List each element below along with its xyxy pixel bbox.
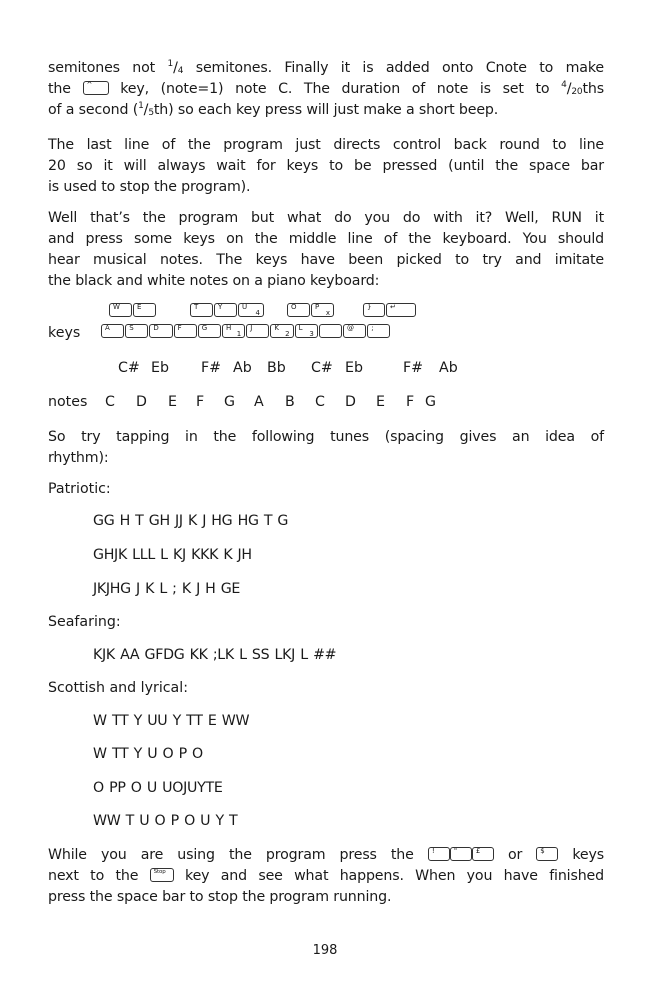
tune-heading-seafaring: Seafaring: [48, 614, 121, 630]
natural-note-label: E [168, 394, 177, 410]
tune-heading-patriotic: Patriotic: [48, 481, 111, 497]
natural-note-label: B [285, 394, 295, 410]
tune-line: KJK AA GFDG KK ;LK L SS LKJ L ## [93, 647, 337, 663]
keycap-top_row-1-icon: E [133, 303, 156, 317]
number-3-key-icon: £ [472, 847, 494, 861]
keycap-mid_row-7-icon: K 2 [270, 324, 293, 338]
sharp-note-label: Eb [345, 360, 363, 376]
paragraph-last-line [48, 135, 604, 198]
sharp-note-label: F# [403, 360, 424, 376]
notes-label: notes [48, 394, 88, 410]
text-line: hear musical notes. The keys have been picked to try and imitate [48, 252, 604, 268]
keycap-mid_row-2-icon: D [149, 324, 172, 338]
tune-line: JKJHG J K L ; K J H GE [93, 581, 241, 597]
natural-note-label: D [136, 394, 147, 410]
keycap-mid_row-11-icon: ; [367, 324, 390, 338]
paragraph-try-tapping [48, 427, 604, 469]
paragraph-semitones [48, 58, 604, 121]
text-line: So try tapping in the following tunes (spacing gives an idea of [48, 429, 604, 445]
keycap-mid_row-0-icon: A [101, 324, 124, 338]
text-line: rhythm): [48, 450, 109, 466]
sharp-note-label: Bb [267, 360, 286, 376]
keycap-mid_row-6-icon: J [246, 324, 269, 338]
keycap-top_row-4-icon: U 4 [238, 303, 264, 317]
natural-note-label: A [254, 394, 264, 410]
text-line: next to the Stop key and see what happens. When you have finished [48, 868, 604, 884]
natural-note-label: E [376, 394, 385, 410]
text-line: 20 so it will always wait for keys to be pressed (until the space bar [48, 158, 604, 174]
keycap-top_row-5-icon: O [287, 303, 310, 317]
keys-label: keys [48, 325, 81, 341]
number-4-key-icon: $ [536, 847, 558, 861]
sharp-note-label: Eb [151, 360, 169, 376]
natural-note-label: F [196, 394, 205, 410]
text-line: The last line of the program just directs control back round to line [48, 137, 604, 153]
tune-line: O PP O U UOJUYTE [93, 780, 223, 796]
paragraph-run-program [48, 208, 604, 292]
keycap-mid_row-10-icon: @ [343, 324, 366, 338]
keycap-mid_row-5-icon: H 1 [222, 324, 245, 338]
text-line: semitones not $^1/_4$ semitones. Finally it is added onto Cnote to make [48, 59, 604, 76]
sharp-note-label: C# [118, 360, 140, 376]
text-line: is used to stop the program). [48, 179, 251, 195]
tune-line: GHJK LLL L KJ KKK K JH [93, 547, 252, 563]
natural-note-label: D [345, 394, 356, 410]
text-line: and press some keys on the middle line of the keyboard. You should [48, 231, 604, 247]
tune-line: W TT Y UU Y TT E WW [93, 713, 250, 729]
caret-key-icon: ^ [83, 81, 109, 95]
text-line: Well that’s the program but what do you do with it? Well, RUN it [48, 210, 604, 226]
text-line: of a second $(^1/_5th)$ so each key press will just make a short beep. [48, 101, 499, 118]
keycap-top_row-8-icon: ↵ [386, 303, 416, 317]
stop-key-icon: Stop [150, 868, 174, 882]
sharp-note-label: C# [311, 360, 333, 376]
natural-note-label: C [315, 394, 325, 410]
keycap-mid_row-9-icon [319, 324, 342, 338]
tune-line: GG H T GH JJ K J HG HG T G [93, 513, 289, 529]
text-line: the ^ key, (note=1) note C. The duration of note is set to $^4/_{20}ths$ [48, 80, 604, 97]
natural-note-label: F [406, 394, 415, 410]
natural-note-label: C [105, 394, 115, 410]
keycap-mid_row-1-icon: S [125, 324, 148, 338]
number-1-key-icon: ! [428, 847, 450, 861]
natural-note-label: G [224, 394, 235, 410]
keycap-mid_row-4-icon: G [198, 324, 221, 338]
keycap-top_row-6-icon: P x [311, 303, 334, 317]
keycap-top_row-0-icon: W [109, 303, 132, 317]
tune-heading-scottish: Scottish and lyrical: [48, 680, 188, 696]
keycap-mid_row-3-icon: F [174, 324, 197, 338]
tune-line: WW T U O P O U Y T [93, 813, 238, 829]
tune-line: W TT Y U O P O [93, 746, 203, 762]
text-line: press the space bar to stop the program running. [48, 889, 392, 905]
natural-note-label: G [425, 394, 436, 410]
number-2-key-icon: " [450, 847, 472, 861]
keycap-top_row-7-icon: } [363, 303, 385, 317]
page-number: 198 [312, 943, 338, 958]
text-line: While you are using the program press the ! " £ or $ keys [48, 847, 604, 863]
sharp-note-label: Ab [233, 360, 252, 376]
sharp-note-label: F# [201, 360, 222, 376]
keycap-top_row-3-icon: Y [214, 303, 237, 317]
text-line: the black and white notes on a piano keyboard: [48, 273, 380, 289]
paragraph-while-using [48, 845, 604, 908]
keycap-mid_row-8-icon: L 3 [295, 324, 318, 338]
keycap-top_row-2-icon: T [190, 303, 213, 317]
sharp-note-label: Ab [439, 360, 458, 376]
